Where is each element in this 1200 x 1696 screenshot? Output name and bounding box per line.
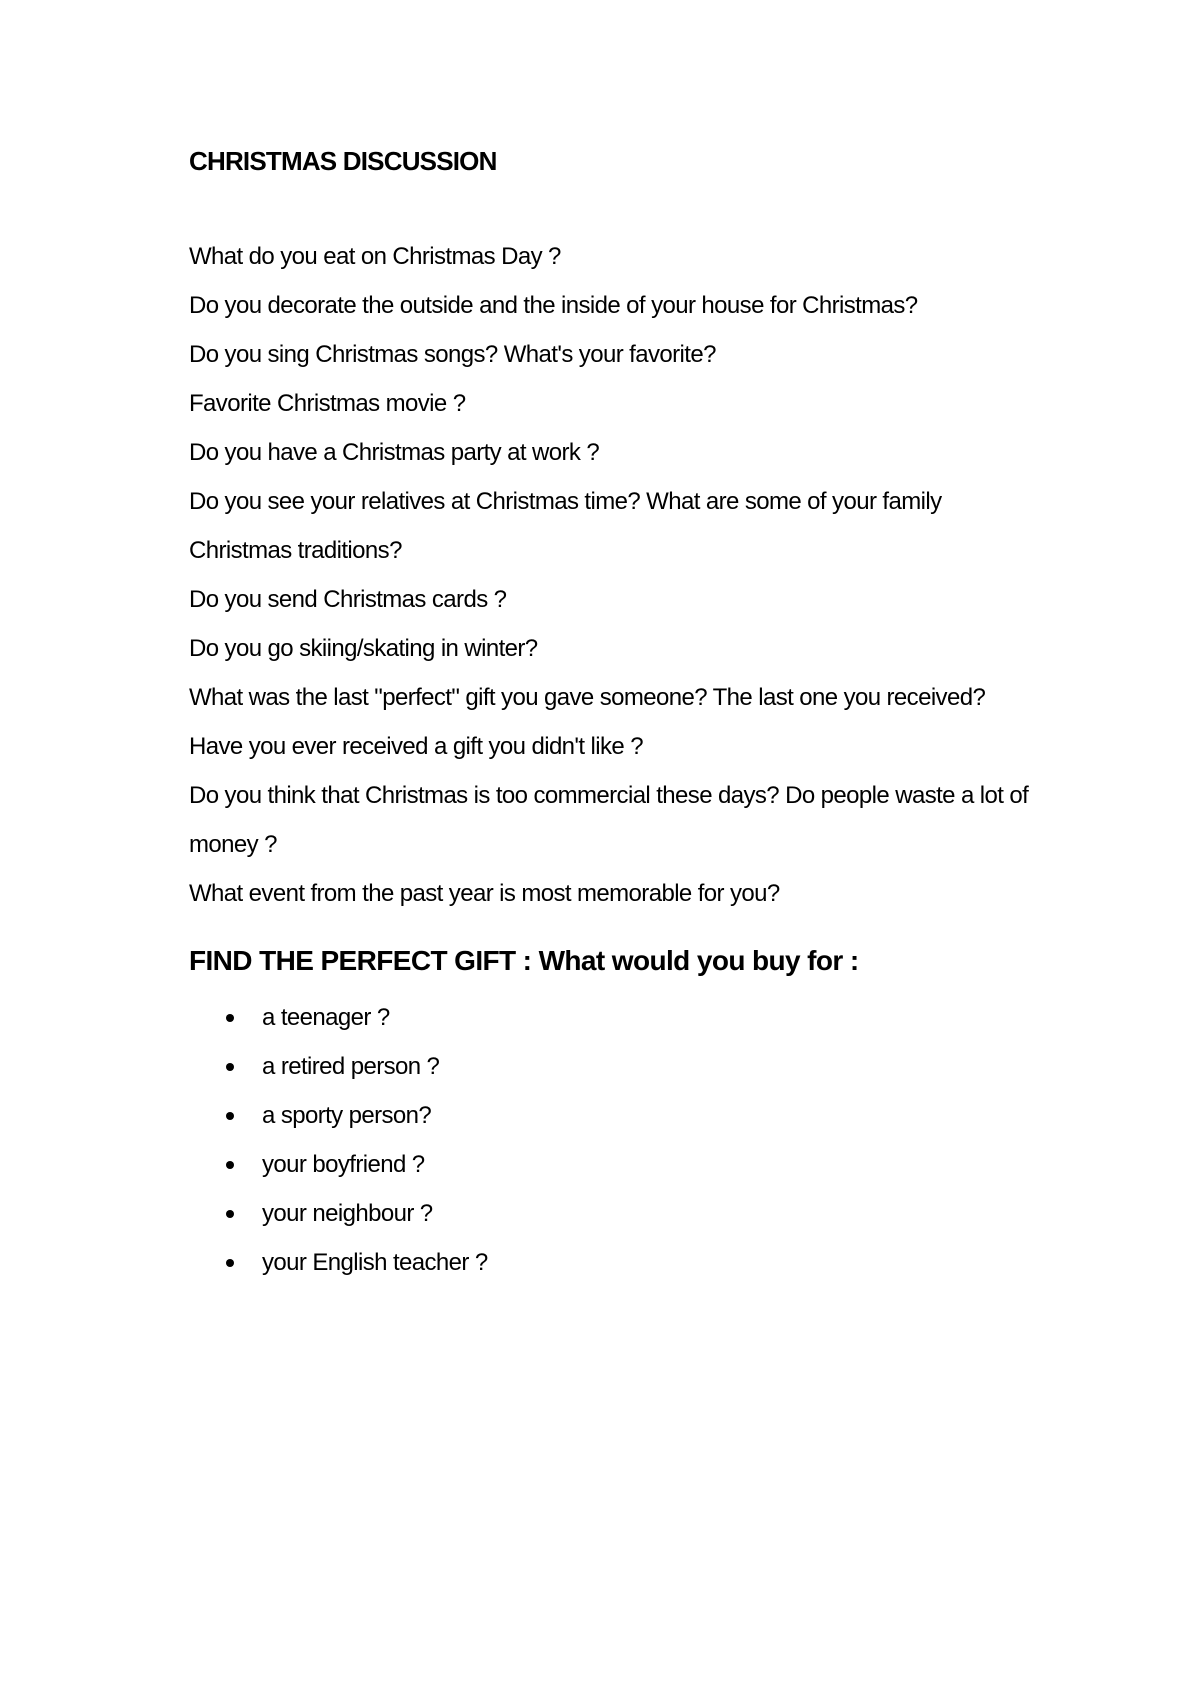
question-list xyxy=(189,232,1069,918)
gift-list-item-label: a retired person ? xyxy=(262,1053,440,1080)
question-item: Do you think that Christmas is too commercial these days? Do people waste a lot of money ? xyxy=(189,782,1029,858)
gift-list-item xyxy=(189,1042,488,1091)
bullet-icon xyxy=(226,1210,234,1218)
gift-list-item xyxy=(189,1238,488,1287)
bullet-icon xyxy=(226,1063,234,1071)
gift-list-item-label: a sporty person? xyxy=(262,1102,432,1129)
question-item: What do you eat on Christmas Day ? xyxy=(189,243,561,270)
question-item: What was the last "perfect" gift you gave someone? The last one you received? xyxy=(189,684,986,711)
question-item: Have you ever received a gift you didn't like ? xyxy=(189,733,643,760)
question-item: Do you decorate the outside and the inside of your house for Christmas? xyxy=(189,292,918,319)
question-item: Do you send Christmas cards ? xyxy=(189,586,507,613)
question-item: Do you have a Christmas party at work ? xyxy=(189,439,600,466)
bullet-icon xyxy=(226,1014,234,1022)
gift-list-item-label: your boyfriend ? xyxy=(262,1151,425,1178)
gift-list-item-label: a teenager ? xyxy=(262,1004,390,1031)
gift-list-item xyxy=(189,1091,488,1140)
bullet-icon xyxy=(226,1112,234,1120)
gift-list-item xyxy=(189,1189,488,1238)
bullet-icon xyxy=(226,1161,234,1169)
gift-section-heading: FIND THE PERFECT GIFT : What would you buy for : xyxy=(189,945,859,976)
question-item: Do you see your relatives at Christmas time? What are some of your family Christmas traditions? xyxy=(189,488,942,564)
gift-list-item-label: your English teacher ? xyxy=(262,1249,488,1276)
bullet-icon xyxy=(226,1259,234,1267)
question-item: What event from the past year is most memorable for you? xyxy=(189,880,780,907)
question-item: Do you sing Christmas songs? What's your favorite? xyxy=(189,341,716,368)
gift-list-item-label: your neighbour ? xyxy=(262,1200,433,1227)
gift-list xyxy=(189,993,488,1287)
gift-list-item xyxy=(189,1140,488,1189)
gift-list-item xyxy=(189,993,488,1042)
document-title: CHRISTMAS DISCUSSION xyxy=(189,146,497,176)
question-item: Favorite Christmas movie ? xyxy=(189,390,466,417)
question-item: Do you go skiing/skating in winter? xyxy=(189,635,538,662)
